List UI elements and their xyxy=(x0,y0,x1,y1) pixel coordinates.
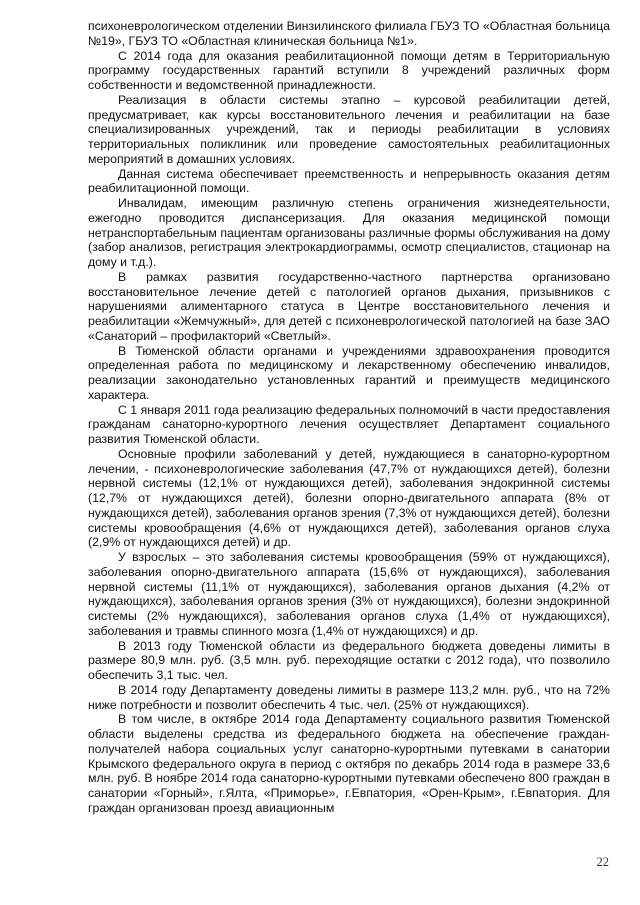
paragraph-9: Основные профили заболеваний у детей, нуждающиеся в санаторно-курортном лечении, - психоневрологические заболевания (47,7% от нуждающихся детей), болезни нервной системы (12,1% от нуждающихся детей), заболевания эндокринной системы (12,7% от нуждающихся детей), болезни опорно-двигательного аппарата (8% от нуждающихся детей), заболевания органов зрения (7,3% от нуждающихся детей), болезни системы кровообращения (4,6% от нуждающихся детей), заболевания органов слуха (2,9% от нуждающихся детей) и др. xyxy=(88,446,610,550)
paragraph-6: В рамках развития государственно-частного партнерства организовано восстановительное лечение детей с патологией органов дыхания, призывников с нарушениями алиментарного статуса в Центре восстановительного лечения и реабилитации «Жемчужный», для детей с психоневрологической патологией на базе ЗАО «Санаторий – профилакторий «Светлый». xyxy=(88,269,610,343)
page-number: 22 xyxy=(596,855,609,869)
paragraph-5: Инвалидам, имеющим различную степень ограничения жизнедеятельности, ежегодно проводится диспансеризация. Для оказания медицинской помощи нетранспортабельным пациентам организованы различные формы обслуживания на дому (забор анализов, регистрация электрокардиограммы, осмотр специалистов, стационар на дому и т.д.). xyxy=(88,196,610,269)
paragraph-7: В Тюменской области органами и учреждениями здравоохранения проводится определенная работа по медицинскому и лекарственному обеспечению инвалидов, реализации законодательно установленных гарантий и преимуществ медицинского характера. xyxy=(88,343,610,402)
paragraph-10: У взрослых – это заболевания системы кровообращения (59% от нуждающихся), заболевания опорно-двигательного аппарата (15,6% от нуждающихся), заболевания нервной системы (11,1% от нуждающихся), заболевания органов дыхания (4,2% от нуждающихся), заболевания органов зрения (3% от нуждающихся), болезни эндокринной системы (2% нуждающихся), заболевания органов слуха (1,4% от нуждающихся), заболевания и травмы спинного мозга (1,4% от нуждающихся) и др. xyxy=(88,550,610,638)
paragraph-11: В 2013 году Тюменской области из федерального бюджета доведены лимиты в размере 80,9 млн. руб. (3,5 млн. руб. переходящие остатки с 2012 года), что позволило обеспечить 3,1 тыс. чел. xyxy=(88,638,610,682)
paragraph-13: В том числе, в октябре 2014 года Департаменту социального развития Тюменской области выделены средства из федерального бюджета на обеспечение граждан-получателей набора социальных услуг санаторно-курортными путевками в санатории Крымского федерального округа в период с октября по декабрь 2014 года в размере 33,6 млн. руб. В ноябре 2014 года санаторно-курортными путевками обеспечено 800 граждан в санатории «Горный», г.Ялта, «Приморье», г.Евпатория, «Орен-Крым», г.Евпатория. Для граждан организован проезд авиационным xyxy=(88,712,610,815)
paragraph-8: С 1 января 2011 года реализацию федеральных полномочий в части предоставления гражданам санаторно-курортного лечения осуществляет Департамент социального развития Тюменской области. xyxy=(88,402,610,446)
paragraph-12: В 2014 году Департаменту доведены лимиты в размере 113,2 млн. руб., что на 72% ниже потребности и позволит обеспечить 4 тыс. чел. (25% от нуждающихся). xyxy=(88,682,610,712)
paragraph-4: Данная система обеспечивает преемственность и непрерывность оказания детям реабилитационной помощи. xyxy=(88,166,610,196)
paragraph-3: Реализация в области системы этапно – курсовой реабилитации детей, предусматривает, как курсы восстановительного лечения и реабилитации на базе специализированных учреждений, так и периоды реабилитации в условиях территориальных поликлиник или проведение самостоятельных реабилитационных мероприятий в домашних условиях. xyxy=(88,92,610,166)
paragraph-1: психоневрологическом отделении Винзилинского филиала ГБУЗ ТО «Областная больница №19», ГБУЗ ТО «Областная клиническая больница №1». xyxy=(88,19,610,48)
paragraph-2: С 2014 года для оказания реабилитационной помощи детям в Территориальную программу государственных гарантий вступили 8 учреждений различных форм собственности и ведомственной принадлежности. xyxy=(88,48,610,92)
